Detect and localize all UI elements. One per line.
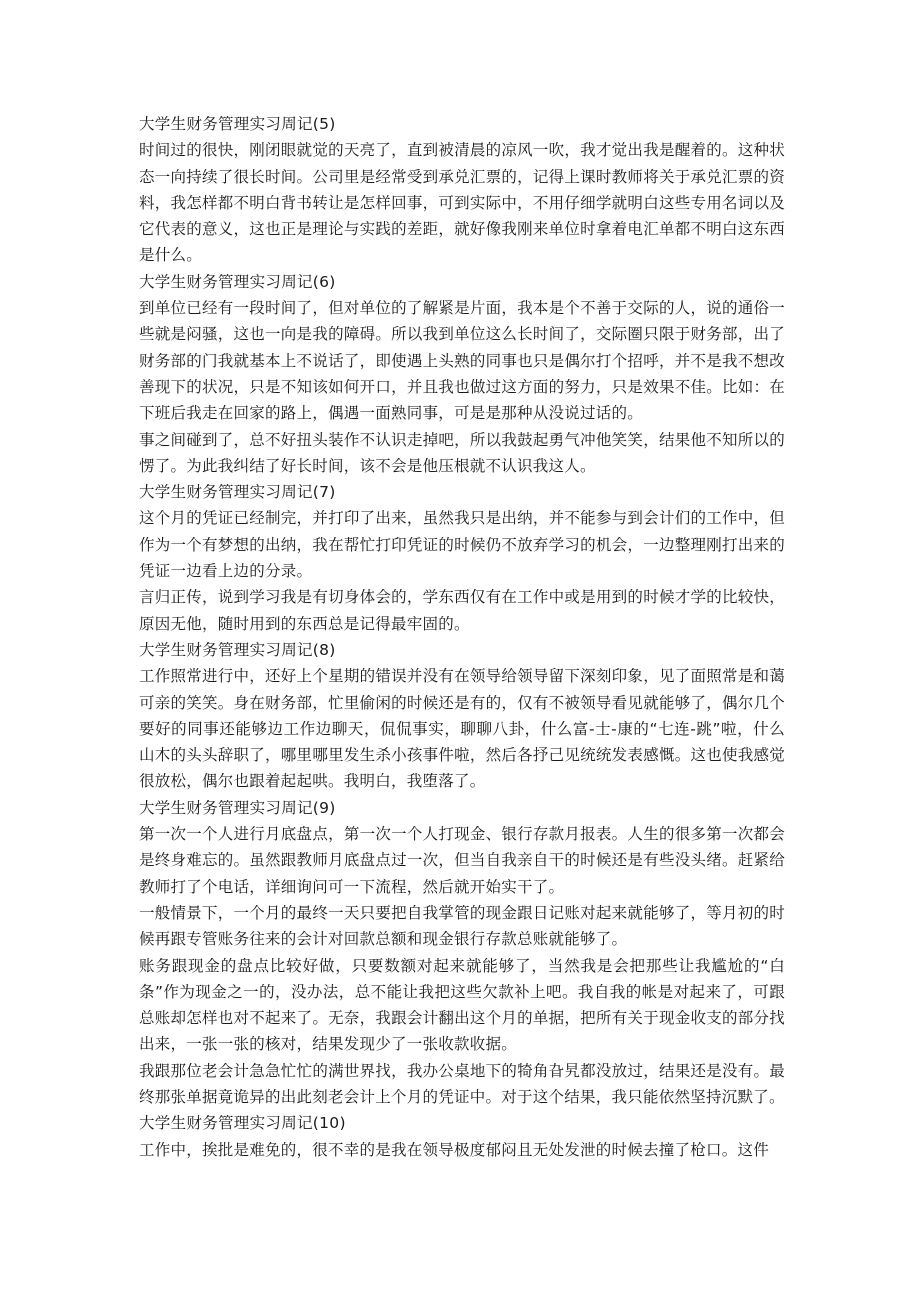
paragraph: 第一次一个人进行月底盘点，第一次一个人打现金、银行存款月报表。人生的很多第一次都会是终身难忘的。虽然跟教师月底盘点过一次，但当自我亲自干的时候还是有些没头绪。赶紧给教师打了个电话，详细询问可一下流程，然后就开始实干了。 [139, 825, 785, 896]
section-heading-5: 大学生财务管理实习周记(5) [139, 115, 336, 133]
section-heading-9: 大学生财务管理实习周记(9) [139, 798, 336, 817]
paragraph: 时间过的很快，刚闭眼就觉的天亮了，直到被清晨的凉风一吹，我才觉出我是醒着的。这种状态一向持续了很长时间。公司里是经常受到承兑汇票的，记得上课时教师将关于承兑汇票的资料，我怎样都不明白背书转让是怎样回事，可到实际中，不用仔细学就明白这些专用名词以及它代表的意义，这也正是理论与实践的差距，就好像我刚来单位时拿着电汇单都不明白这东西是什么。 [139, 141, 785, 265]
section-heading-10: 大学生财务管理实习周记(10) [139, 1114, 346, 1133]
paragraph: 言归正传，说到学习我是有切身体会的，学东西仅有在工作中或是用到的时候才学的比较快，原因无他，随时用到的东西总是记得最牢固的。 [139, 588, 785, 633]
section-heading-7: 大学生财务管理实习周记(7) [139, 483, 336, 502]
paragraph: 工作照常进行中，还好上个星期的错误并没有在领导给领导留下深刻印象，见了面照常是和蔼可亲的笑笑。身在财务部，忙里偷闲的时候还是有的，仅有不被领导看见就能够了，偶尔几个要好的同事还能够边工作边聊天，侃侃事实，聊聊八卦，什么富-士-康的“七连-跳”啦，什么山木的头头辞职了，哪里哪里发生杀小孩事件啦，然后各抒己见统统发表感慨。这也使我感觉很放松，偶尔也跟着起起哄。我明白，我堕落了。 [139, 667, 785, 791]
document-body [139, 111, 785, 1163]
section-heading-6: 大学生财务管理实习周记(6) [139, 272, 336, 291]
paragraph: 账务跟现金的盘点比较好做，只要数额对起来就能够了，当然我是会把那些让我尴尬的“白条”作为现金之一的，没办法，总不能让我把这些欠款补上吧。我自我的帐是对起来了，可跟总账却怎样也对不起来了。无奈，我跟会计翻出这个月的单据，把所有关于现金收支的部分找出来，一张一张的核对，结果发现少了一张收款收据。 [139, 956, 785, 1054]
paragraph: 我跟那位老会计急急忙忙的满世界找，我办公桌地下的犄角旮旯都没放过，结果还是没有。最终那张单据竟诡异的出此刻老会计上个月的凭证中。对于这个结果，我只能依然坚持沉默了。 [139, 1061, 785, 1106]
paragraph: 这个月的凭证已经制完，并打印了出来，虽然我只是出纳，并不能参与到会计们的工作中，但作为一个有梦想的出纳，我在帮忙打印凭证的时候仍不放弃学习的机会，一边整理刚打出来的凭证一边看上边的分录。 [139, 509, 785, 581]
paragraph: 工作中，挨批是难免的，很不幸的是我在领导极度郁闷且无处发泄的时候去撞了枪口。这件 [139, 1140, 770, 1159]
section-heading-8: 大学生财务管理实习周记(8) [139, 640, 336, 659]
paragraph: 事之间碰到了，总不好扭头装作不认识走掉吧，所以我鼓起勇气冲他笑笑，结果他不知所以的愣了。为此我纠结了好长时间，该不会是他压根就不认识我这人。 [139, 430, 785, 475]
paragraph: 到单位已经有一段时间了，但对单位的了解紧是片面，我本是个不善于交际的人，说的通俗一些就是闷骚，这也一向是我的障碍。所以我到单位这么长时间了，交际圈只限于财务部，出了财务部的门我就基本上不说话了，即使遇上头熟的同事也只是偶尔打个招呼，并不是我不想改善现下的状况，只是不知该如何开口，并且我也做过这方面的努力，只是效果不佳。比如：在下班后我走在回家的路上，偶遇一面熟同事，可是是那种从没说过话的。 [139, 299, 785, 423]
paragraph: 一般情景下，一个月的最终一天只要把自我掌管的现金跟日记账对起来就能够了，等月初的时候再跟专管账务往来的会计对回款总额和现金银行存款总账就能够了。 [139, 903, 785, 949]
